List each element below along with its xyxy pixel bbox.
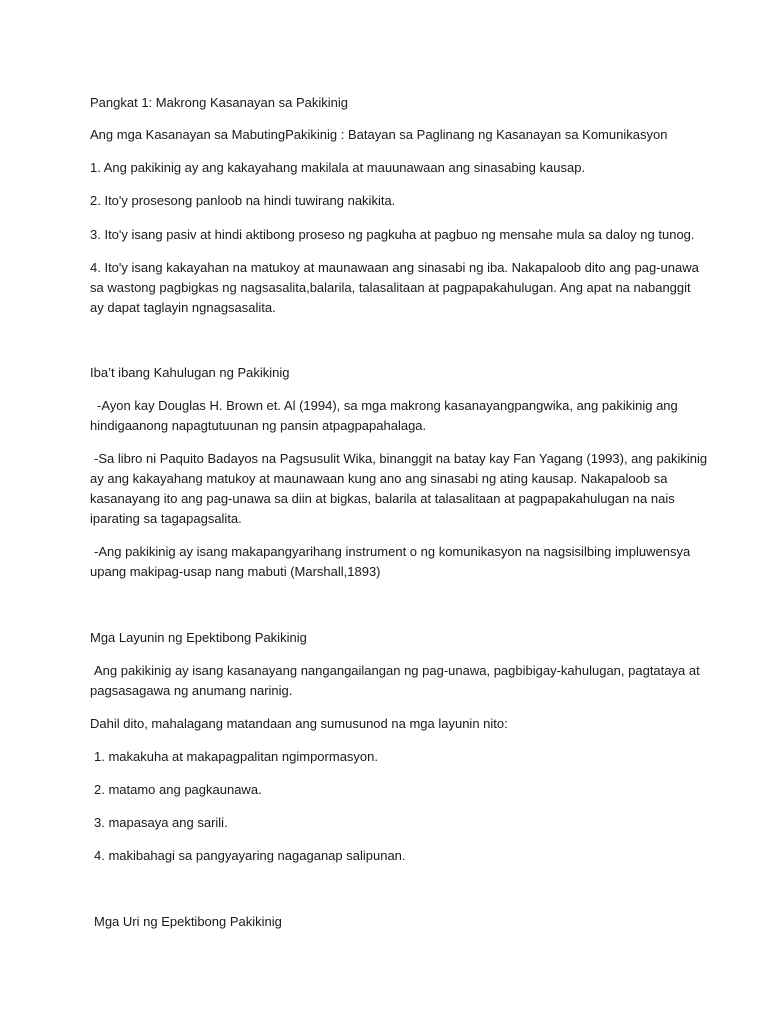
definition-2-line-4: iparating sa tagapagsalita.: [90, 511, 242, 526]
section-title-2: Iba’t ibang Kahulugan ng Pakikinig: [90, 365, 290, 380]
list-item-4-line-2: sa wastong pagbigkas ng nagsasalita,balarila, talasalitaan at pagpapakahulugan. Ang apat na nabanggit: [90, 280, 691, 295]
section-title-1: Pangkat 1: Makrong Kasanayan sa Pakikinig: [90, 95, 348, 110]
definition-2-line-2: ay ang kakayahang matukoy at maunawaan kung ano ang sinasabi ng ating kausap. Nakapaloob sa: [90, 471, 668, 486]
definition-2-line-3: kasanayang ito ang pag-unawa sa diin at bigkas, balarila at talasalitaan at pagpapakahulugan na nais: [90, 491, 675, 506]
goal-item-1: 1. makakuha at makapagpalitan ngimpormasyon.: [94, 749, 378, 764]
list-item-2: 2. Ito'y prosesong panloob na hindi tuwirang nakikita.: [90, 193, 396, 208]
list-item-3: 3. Ito'y isang pasiv at hindi aktibong proseso ng pagkuha at pagbuo ng mensahe mula sa daloy ng tunog.: [90, 227, 695, 242]
intro-line-1: Ang pakikinig ay isang kasanayang nangangailangan ng pag-unawa, pagbibigay-kahulugan, pagtataya at: [94, 663, 700, 678]
definition-1-line-2: hindigaanong napagtutuunan ng pansin atpagpapahalaga.: [90, 418, 427, 433]
intro-line-2: pagsasagawa ng anumang narinig.: [90, 683, 293, 698]
lead-text: Dahil dito, mahalagang matandaan ang sumusunod na mga layunin nito:: [90, 716, 508, 731]
definition-3-line-1: -Ang pakikinig ay isang makapangyarihang instrument o ng komunikasyon na nagsisilbing impluwensya: [94, 544, 691, 559]
goal-item-2: 2. matamo ang pagkaunawa.: [94, 782, 262, 797]
subtitle: Ang mga Kasanayan sa MabutingPakikinig : Batayan sa Paglinang ng Kasanayan sa Komunikasyon: [90, 127, 668, 142]
definition-3-line-2: upang makipag-usap nang mabuti (Marshall,1893): [90, 564, 381, 579]
goal-item-3: 3. mapasaya ang sarili.: [94, 815, 228, 830]
list-item-4-line-1: 4. Ito'y isang kakayahan na matukoy at maunawaan ang sinasabi ng iba. Nakapaloob dito ang pag-unawa: [90, 260, 699, 275]
list-item-1: 1. Ang pakikinig ay ang kakayahang makilala at mauunawaan ang sinasabing kausap.: [90, 160, 586, 175]
section-title-3: Mga Layunin ng Epektibong Pakikinig: [90, 630, 307, 645]
list-item-4-line-3: ay dapat taglayin ngnagsasalita.: [90, 300, 276, 315]
definition-1-line-1: -Ayon kay Douglas H. Brown et. Al (1994), sa mga makrong kasanayangpangwika, ang pakikinig ang: [97, 398, 678, 413]
section-title-4: Mga Uri ng Epektibong Pakikinig: [94, 914, 282, 929]
goal-item-4: 4. makibahagi sa pangyayaring nagaganap salipunan.: [94, 848, 406, 863]
definition-2-line-1: -Sa libro ni Paquito Badayos na Pagsusulit Wika, binanggit na batay kay Fan Yagang (1993), ang pakikinig: [94, 451, 708, 466]
